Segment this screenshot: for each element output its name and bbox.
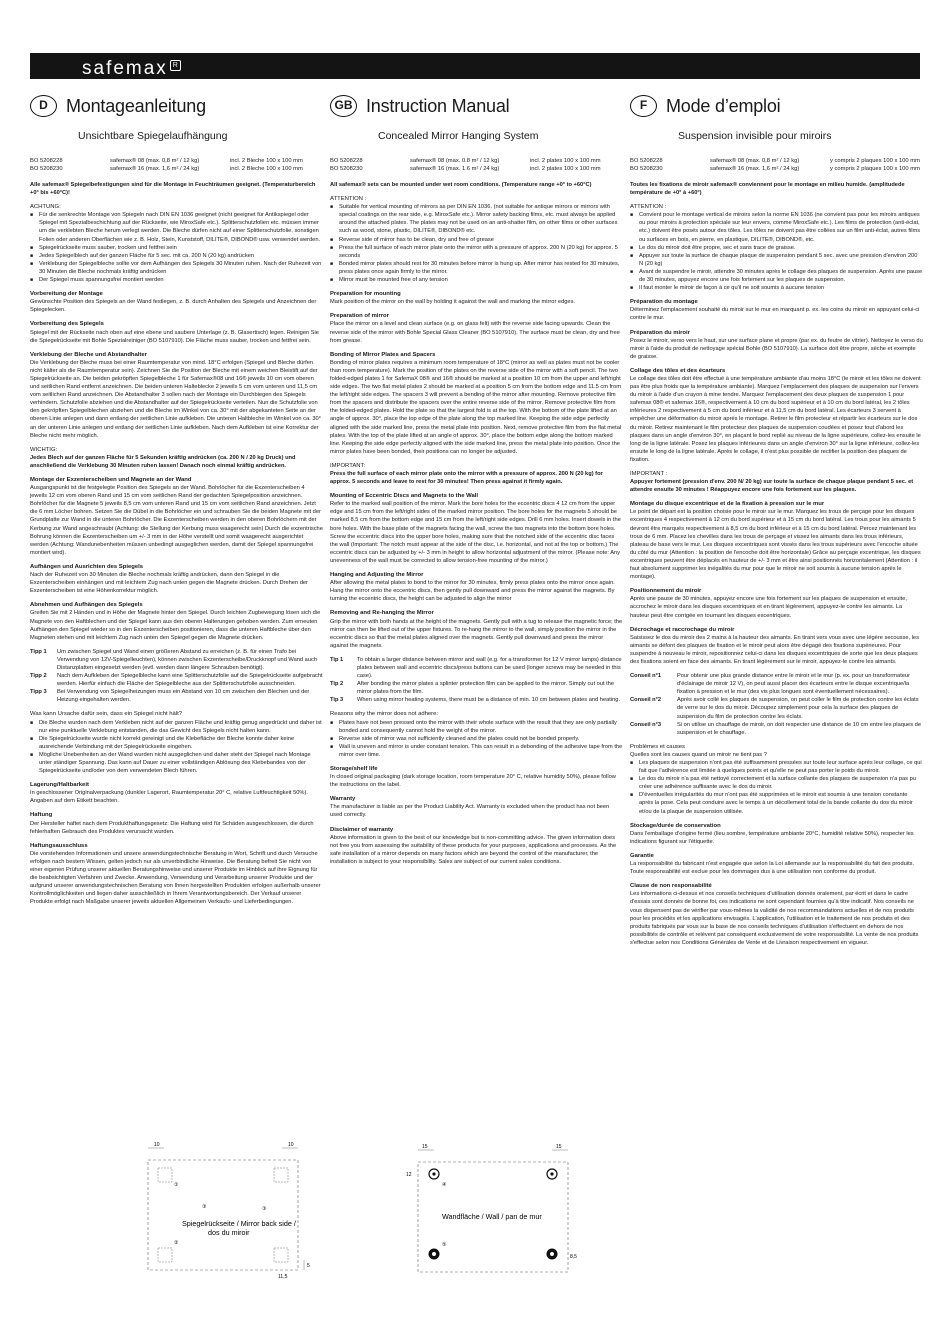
column-french <box>630 92 923 953</box>
section-text: Déterminez l'emplacement souhaité du miroir sur le mur en marquant p. ex. les coins du miroir en appuyant celui-ci contre le mur. <box>630 307 920 322</box>
product-table <box>30 157 323 173</box>
list-item: ■ Il faut monter le miroir de façon à ce qu'il ne soit soumis à aucune tension <box>630 284 923 292</box>
section-text: Mark position of the mirror on the wall by holding it against the wall and marking the mirror edges. <box>330 299 575 306</box>
section-heading: Mounting of Eccentric Discs and Magnets to the Wall <box>330 493 479 500</box>
column-german <box>30 92 323 913</box>
attention-heading: ATTENTION : <box>330 196 367 203</box>
callout-3b: ③ <box>262 1206 267 1212</box>
section-heading: Haftung <box>30 812 53 819</box>
section-heading: Décrochage et raccrochage du miroir <box>630 626 735 633</box>
list-item: ■ Wall is uneven and mirror is under constant tension. This can result in a debonding of the adhesive tape from the mirror over time. <box>330 743 623 759</box>
section-heading: Collage des tôles et des écarteurs <box>630 367 726 374</box>
page-subtitle: Suspension invisible pour miroirs <box>678 130 832 142</box>
attention-heading: ATTENTION : <box>630 204 667 211</box>
attention-heading: ACHTUNG: <box>30 204 61 211</box>
tip-text: Um zwischen Spiegel und Wand einen größeren Abstand zu erreichen (z. B. für einen Trafo bei Verwendung von 12V-Spiegelleuchten), können zwischen Exzenterscheibe/Druckknopf und Wand auch Distanzplatten eingesetzt werden (evtl. werden dann längere Schrauben benötigt). <box>57 648 317 671</box>
section-text: Grip the mirror with both hands at the height of the magnets. Gently pull with a tug to release the magnetic force; the mirror can then be lifted out of the upper fixtures. To re-hang the mirror to the wall, simply position the mirror in the eccentric discs so that the metal plates aligned over the magnets. Gently pull downward and press the mirror against the magnets. <box>330 618 623 649</box>
product-cell: incl. 2 Bleche 100 x 100 mm <box>230 158 303 164</box>
page-title: Mode d’emploi <box>666 95 781 116</box>
list-item: ■ Der Spiegel muss spannungsfrei montiert werden <box>30 276 323 284</box>
tip-text: Bei Verwendung von Spiegelheizungen muss ein Abstand von 10 cm zwischen den Blechen und der Heizung eingehalten werden. <box>57 689 310 704</box>
tip-label: Tipp 1 <box>30 648 47 655</box>
mirror-back-diagram <box>140 1140 340 1280</box>
list-item: ■ Avant de suspendre le miroir, attendre 30 minutes après le collage des plaques de suspension. Après une pause de 30 minutes, appuyez encore une fois fortement sur les plaques de suspension. <box>630 268 923 284</box>
plate-bottom-right <box>274 1248 288 1262</box>
registered-mark-icon: R <box>170 60 181 71</box>
product-cell: safemax® 16 (max. 1,6 m² / 24 kg) <box>110 166 200 172</box>
language-badge: D <box>30 95 57 117</box>
section-heading: Montage du disque excentrique et de la fixation à pression sur le mur <box>630 501 825 508</box>
section-heading: Removing and Re-hanging the Mirror <box>330 610 434 617</box>
product-cell: safemax® 16 (max. 1.6 m² / 24 kg) <box>410 166 500 172</box>
callout-4: ④ <box>442 1182 447 1188</box>
product-cell: y compris 2 plaques 100 x 100 mm <box>830 158 920 164</box>
tips-list <box>330 656 623 705</box>
tip-item <box>330 680 623 696</box>
product-table <box>630 157 923 173</box>
tip-text: Si on utilise un chauffage de miroir, on doit respecter une distance de 10 cm entre les plaques de suspension et le chauffage. <box>677 721 921 736</box>
tip-text: When using mirror heating systems, there must be a distance of min. 10 cm between plates and heating. <box>357 697 621 704</box>
tip-label: Tip 1 <box>330 656 344 663</box>
section-text: After allowing the metal plates to bond to the mirror for 30 minutes, firmly press plates onto the mirror once again. Hang the mirror onto the eccentric discs, then gently pull downward and press the mirror against the magnets. By turning the eccentric discs, the height can be adjusted to align the mirror <box>330 580 615 603</box>
page-title: Montageanleitung <box>66 95 206 116</box>
section-text: Place the mirror on a level and clean surface (e.g. on glass felt) with the reverse side facing upwards. Clean the reverse side of the mirror with Bohle Special Glass Cleaner (BO 5107910). The surface must be clean, dry and free from grease. <box>330 321 620 344</box>
problems-heading: Reasons why the mirror does not adhere: <box>330 711 439 718</box>
plate-top-left <box>158 1168 172 1182</box>
section-heading: Disclaimer of warranty <box>330 826 394 833</box>
important-heading: WICHTIG: <box>30 446 58 453</box>
section-heading: Preparation of mirror <box>330 313 389 320</box>
section-text: Die vorstehenden Informationen und unsere anwendungstechnische Beratung in Wort, Schrift und durch Versuche erfolgen nach bestem Wissen, gelten jedoch nur als unverbindliche Hinweise. Die Beratung befreit Sie nicht von einer eigenen Prüfung unserer aktuellen Beratungshinweise und unserer Produkte im Hinblick auf ihre Eignung für die beabsichtigten Verfahren und Zwecke. Anwendung, Verwendung und Verarbeitung unserer Produkte und der aufgrund unserer anwendungstechnischen Beratung von Ihnen hergestellten Produkten erfolgen außerhalb unserer Kontrollmöglichkeiten und liegen daher ausschließlich in Ihrem Verantwortungsbereich. Der Verkauf unserer Produkte erfolgt nach Maßgabe unserer jeweils aktuellen Allgemeinen Verkaufs- und Lieferbedingungen. <box>30 850 321 906</box>
section-header <box>630 92 923 120</box>
important-text: Press the full surface of each mirror plate onto the mirror with a pressure of approx. 200 N (20 kg) for approx. 5 seconds and leave to rest for 30 minutes! Then press against it firmly again. <box>330 471 603 486</box>
tips-list <box>630 672 923 737</box>
section-heading: Verklebung der Bleche und Abstandhalter <box>30 351 147 358</box>
section-text: Ausgangspunkt ist die festgelegte Position des Spiegels an der Wand. Bohrlöcher für die Exzenterscheiben 4 jeweils 12 cm vom oberen Rand und 15 cm vom seitlichen Rand der gedachten Spiegelposition anzeichnen. Bohrlöcher für die Magnete 5 jeweils 8,5 cm vom unteren Rand und 15 cm vom seitlichen Rand anzeichnen. Jetzt die 6 mm Löcher bohren. Setzen Sie die Dübel in die Bohrlöcher ein und schrauben Sie die beiden Magnete mit der Grundplatte zur Wand in die unteren Bohrlöcher. Die Exzenterscheiben werden in den oberen Bohrlöchern mit der Kerbung zur Wand angeschraubt (Achtung: die Stellung der Kerbung muss waagerecht sein) Durch die exzentrische Bohrung können die Exzenterscheiben um +/- 3 mm in der Höhe verstellt und somit waagerecht ausgerichtet werden (Achtung: Wandunebenheiten müssen unbedingt ausgeglichen werden, damit der Spiegel spannungsfrei montiert wird). <box>30 485 323 556</box>
section-text: La responsabilité du fabricant n'est engagée que selon la Loi allemande sur la responsabilité du fait des produits. Toute responsabilité est exclue pour les dommages dus à une utilisation non conforme du produit. <box>630 861 915 876</box>
list-item: ■ Le dos du miroir doit être propre, sec et sans trace de graisse. <box>630 244 923 252</box>
product-cell: incl. 2 plates 100 x 100 mm <box>530 158 601 164</box>
product-cell: safemax® 08 (max. 0.8 m² / 12 kg) <box>410 158 500 164</box>
tip-label: Conseil n°3 <box>630 721 662 728</box>
product-cell: safemax® 16 (max. 1,6 m² / 24 kg) <box>710 166 800 172</box>
product-cell: BO 5208228 <box>630 158 663 164</box>
section-heading: Vorbereitung des Spiegels <box>30 321 104 328</box>
section-heading: Préparation du montage <box>630 299 698 306</box>
dim-bottom-side: 11,5 <box>278 1274 288 1280</box>
important-heading: IMPORTANT: <box>330 462 366 469</box>
tip-label: Conseil n°1 <box>630 673 662 680</box>
important-heading: IMPORTANT : <box>630 471 668 477</box>
section-heading: Aufhängen und Ausrichten des Spiegels <box>30 563 144 570</box>
section-heading: Storage/shelf life <box>330 766 378 772</box>
mirror-outline <box>148 1160 298 1270</box>
list-item: ■ Les plaques de suspension n'ont pas été suffisamment pressées sur toute leur surface après leur collage, ce qui fait que l'adhérence est limitée à quelques points et qu'elle ne peut pas porter le poids du miroir. <box>630 759 923 775</box>
list-item: ■ D'éventuelles irrégularités du mur n'ont pas été supprimées et le miroir est soumis à une tension constante après la pose. Cela peut conduire avec le temps à un décollement total de la bande collante du dos du miroir et/ou de la plaque de suspension utilisée. <box>630 791 923 815</box>
page-subtitle: Unsichtbare Spiegelaufhängung <box>78 130 228 142</box>
column-english <box>330 92 623 872</box>
callout-2: ② <box>174 1240 179 1246</box>
instructions-body <box>630 181 923 947</box>
tip-item <box>30 672 323 688</box>
list-item: ■ Mirror must be mounted free of any tension <box>330 276 623 284</box>
section-text: In geschlossener Originalverpackung (dunkler Lagerort, Raumtemperatur 20° C, relative Luftfeuchtigkeit 50%). Angaben auf dem Etikett beachten. <box>30 790 308 805</box>
section-heading: Lagerung/Haltbarkeit <box>30 782 89 789</box>
instructions-body <box>330 181 623 866</box>
list-item: ■ Mögliche Unebenheiten an der Wand wurden nicht ausgeglichen und daher steht der Spiegel nach Montage unter ständiger Spannung. Das kann auf Dauer zu einer vollständigen Ablösung des Klebebandes von der Spiegelrückseite und/oder von dem verwendeten Blech führen. <box>30 751 323 775</box>
language-badge: GB <box>330 95 357 117</box>
tip-text: To obtain a larger distance between mirror and wall (e.g. for a transformer for 12 V mirror lamps) distance plates between wall and eccentric discs/press buttons can be used (longer screws may be needed in this case). <box>357 656 622 680</box>
wall-diagram <box>398 1140 588 1300</box>
tip-item <box>330 696 623 704</box>
important-text: Jedes Blech auf der ganzen Fläche für 5 Sekunden kräftig andrücken (ca. 200 N / 20 kg Druck) und anschließend die Verklebung 30 Minuten ruhen lassen! Danach noch einmal kräftig andrücken. <box>30 454 296 469</box>
section-heading: Garantie <box>630 852 654 859</box>
tip-label: Tip 3 <box>330 697 344 704</box>
section-text: Après une pause de 30 minutes, appuyez encore une fois fortement sur les plaques de suspension et ensuite, accrochez le miroir dans les disques excentriques et en tirant légèrement, appuyez-le contre les aimants. La hauteur peut être corrigée en tournant les disques excentriques. <box>630 596 907 619</box>
section-text: The manufacturer is liable as per the Product Liability Act. Warranty is excluded when the product has not been used correctly. <box>330 804 610 819</box>
section-text: Der Hersteller haftet nach dem Produkthaftungsgesetz: Die Haftung wird für Schäden ausgeschlossen, die durch fehlerhaften Gebrauch des Produktes verursacht wurden. <box>30 820 314 835</box>
section-text: Saisissez le dos du miroir des 2 mains à la hauteur des aimants. En tirant vers vous avec une légère secousse, les aimants se défont des plaques de fixation et le miroir peut alors être dégagé des fixations supérieures. Pour suspendre à nouveau le miroir, repositionnez celui-ci dans les disques excentriques de sorte que les deux plaques des fixations soient en face des aimants. En tirant légèrement sur le miroir, appuyez-le contre les aimants. <box>630 634 919 665</box>
product-table <box>330 157 623 173</box>
tips-list <box>30 648 323 705</box>
wall-dim-right: 15 <box>556 1144 562 1150</box>
section-heading: Haftungsausschluss <box>30 842 88 849</box>
section-heading: Clause de non responsabilité <box>630 883 712 890</box>
page-subtitle: Concealed Mirror Hanging System <box>378 130 539 142</box>
section-text: Posez le miroir, verso vers le haut, sur une surface plane et propre (par ex. du feutre de vitrier). Nettoyez le verso du miroir à l'aide du produit de nettoyage spécial Bohle (BO 5107910). La surface doit être propre, sèche et exempte de graisse. <box>630 337 923 360</box>
product-cell: BO 5208228 <box>330 158 363 164</box>
list-item: ■ Press the full surface of each mirror plate onto the mirror with a pressure of approx. 200 N (20 kg) for approx. 5 seconds <box>330 244 623 260</box>
tip-text: After bonding the mirror plates a splinter protection film can be applied to the mirror. Simply cut out the mirror plates from the film. <box>357 681 615 696</box>
instructions-body <box>30 181 323 907</box>
product-cell: y compris 2 plaques 100 x 100 mm <box>830 166 920 172</box>
section-heading: Montage der Exzenterscheiben und Magnete an der Wand <box>30 477 192 483</box>
tip-text: Pour obtenir une plus grande distance entre le miroir et le mur (p. ex. pour un transformateur d'éclairage de miroir 12 V), on peut aussi placer des écarteurs entre le disque excentrique/la fixation à pression et le mur (des vis plus longues sont éventuellement nécessaires). <box>677 673 910 696</box>
tip-label: Conseil n°2 <box>630 697 662 704</box>
tip-item <box>630 696 923 720</box>
section-text: In closed original packaging (dark storage location, room temperature 20° C, relative humidity 50%), please follow the instructions on the label. <box>330 774 616 789</box>
problems-heading: Was kann Ursache dafür sein, dass ein Spiegel nicht hält? <box>30 711 183 718</box>
plate-top-right <box>274 1168 288 1182</box>
section-text: Le collage des tôles doit être effectué à une température ambiante d'au moins 18°C (le miroir et les tôles ne doivent pas être plus froids que la température ambiante). Marquez l'emplacement des plaques de suspension sur l'envers du miroir à l'aide d'un crayon à mine tendre. Marquez l'emplacement des deux plaques de suspension 1 pour safemax 08® et safemax 16®, respectivement à 10 cm du bord supérieur et à 10 cm du bord latéral, les 2 tôles inférieures 2 respectivement à 5 cm du bord inférieur et à 11,5 cm du bord latéral. Les écarteurs 3 servent à empêcher une déformation du miroir après le montage. Retirer le film protecteur et répartir les écarteurs sur le dos du miroir. Retirez maintenant le film protecteur des plaques de suspension coudées et posez tout d'abord les plaques dans un angle d'environ 30°, en plaçant le bord replié au niveau de la ligne supérieure, collez-les ensuite le long de la ligne latérale. Posez les plaques inférieures dans un angle d'environ 30° sur la ligne inférieure, collez-les ensuite le long de la ligne latérale. Après le collage, il n'est plus possible de rectifier la position des plaques de fixation. <box>630 375 921 463</box>
product-cell: BO 5208230 <box>630 166 663 172</box>
callout-1: ① <box>174 1182 179 1188</box>
list-item: ■ Verklebung der Spiegelbleche sollte vor dem Aufhängen des Spiegels 30 Minuten ruhen. Nach der Ruhezeit von 30 Minuten die Bleche nochmals kräftig andrücken <box>30 260 323 276</box>
tip-label: Tipp 3 <box>30 689 47 696</box>
plate-bottom-left <box>158 1248 172 1262</box>
section-text: Refer to the marked wall position of the mirror. Mark the bore holes for the eccentric discs 4 12 cm from the upper edge and 15 cm from the left/right sides of the marked mirror position. The bore holes for the magnets 5 should be marked 8.5 cm from the bottom edge and 15 cm from the left/right side edges. Drill 6 mm holes. Insert dowels in the bore holes. With the base plate of the magnets facing the wall, screw the two magnets into the bottom bore holes. Screw the eccentric discs into the upper bore holes, making sure that the notched side of the eccentric disc faces the wall (Important: The notch must appear at the side of the disc, i.e. horizontal, and not at the top or bottom.) The eccentric discs can be adjusted by +/- 3 mm in height to allow horizontal adjustment of the mirror. (Please note: Any unevenness of the wall must be corrected to allow tension-free mounting of the mirror.) <box>330 501 621 564</box>
tip-label: Tipp 2 <box>30 673 47 680</box>
tip-text: Nach dem Aufkleben der Spiegelbleche kann eine Splitterschutzfolie auf die Spiegelrückseite aufgebracht werden. Hierfür einfach die Fläche der Spiegelbleche aus der Splitterschutzfolie ausschneiden. <box>57 673 323 688</box>
product-cell: BO 5208230 <box>30 166 63 172</box>
tip-item <box>630 672 923 696</box>
wall-dim-top: 12 <box>406 1172 412 1178</box>
section-text: Bonding of mirror plates requires a minimum room temperature of 18°C (mirror as well as plates must not be cooler than room temperature). Mark the position of the plates on the reverse side of the mirror with a soft pencil. The two folded-edged plates 1 for SafemaX 08® and 16® should be marked at a position 10 cm from the upper and left/right side edges. The two flat metal plates 2 should be marked at a position 5 cm from the bottom edge and 11.5 cm from the left/right side edges. The spacers 3 will prevent a bending of the mirror after mounting. Remove protective film from the spacers and distribute the spacers over the entire reverse side of the mirror. Remove protective film from the folded-edged plates. Hold the plate so that the largest fold is at the top. With the bottom of the plate lifted at an angle of approx. 30°, place the top edge of the plate along the top marked line. Keeping the side edge perfectly aligned with the side marked line, press the metal plate into position. Next, remove protective film from the flat metal plates. With the top of the plate lifted at an angle of approx. 30°, place the bottom edge along the bottom marked line. Keeping the side edge perfectly aligned with the side marked line, press the metal plate into position. Once the mirror plates have been bonded, their positions can no longer be adjusted. <box>330 359 622 455</box>
list-item: ■ Die Bleche wurden nach dem Verkleben nicht auf der ganzen Fläche und kräftig genug angedrückt und daher ist nur eine punktuelle Verklebung entstanden, die das Gewicht des Spiegels nicht halten kann. <box>30 719 323 735</box>
list-item: ■ Für die senkrechte Montage von Spiegeln nach DIN EN 1036 geeignet (nicht geeignet für Antikspiegel oder Spiegel mit Spezialbeschichtung auf der Rückseite, wie MiroxSafe etc.). Splitterschutzfolien etc. müssen immer um die verklebten Bleche herum verlegt werden. Die Bleche dürfen nicht auf einer Splitterschutzfolie, sonstigen Folien oder anderen Oberflächen wie z. B. Holz, Stein, Kunststoff, DILITE®, DIBOND® usw. verwendet werden. <box>30 211 323 243</box>
problems-list <box>630 759 923 816</box>
section-text: Spiegel mit der Rückseite nach oben auf eine ebene und saubere Unterlage (z. B. Glasertisch) legen. Reinigen Sie die Spiegelrückseite mit Bohle Spezialreiniger (BO 5107910). Die Fläche muss sauber, trocken und fettfrei sein. <box>30 329 319 344</box>
list-item: ■ Le dos du miroir n'a pas été nettoyé correctement et la surface collante des plaques de suspension n'a pas pu créer une adhérence suffisante avec le dos du miroir. <box>630 775 923 791</box>
section-text: Nach der Ruhezeit von 30 Minuten die Bleche nochmals kräftig andrücken, dann den Spiegel in die Exzenterscheiben einhängen und mit leichtem Zug nach unten gegen die Magnete drücken. Durch Drehen der Exzenterscheiben ist eine Höhenkorrektur möglich. <box>30 572 308 595</box>
section-heading: Bonding of Mirror Plates and Spacers <box>330 351 436 358</box>
section-heading: Stockage/durée de conservation <box>630 822 721 829</box>
callout-3a: ③ <box>202 1204 207 1210</box>
section-heading: Warranty <box>330 796 356 803</box>
intro-text: All safemax® sets can be mounted under wet room conditions. (Temperature range +0° to +60°C) <box>330 182 592 188</box>
list-item: ■ Die Spiegelrückseite wurde nicht korrekt gereinigt und die Klebefläche der Bleche konnte daher keine ausreichende Verbindung mit der Spiegelrückseite eingehen. <box>30 735 323 751</box>
problems-subheading: Quelles sont les causes quand un miroir ne tient pas ? <box>630 751 767 758</box>
product-cell: safemax® 08 (max. 0,8 m² / 12 kg) <box>710 158 800 164</box>
section-text: Dans l'emballage d'origine fermé (lieu sombre, température ambiante 20°C, humidité relative 50%), respecter les indications figurant sur l'étiquette. <box>630 830 914 845</box>
tip-label: Tip 2 <box>330 681 344 688</box>
mirror-label-line1: Spiegelrückseite / Mirror back side / <box>182 1219 296 1228</box>
attention-list <box>630 211 923 292</box>
page-title: Instruction Manual <box>366 95 510 116</box>
section-text: Les informations ci-dessus et nos conseils techniques d'utilisation donnés oralement, par écrit et dans le cadre d'essais sont donnés de bonne foi, ces indications ne sont cependant fournies qu'à titre indicatif. Nos conseils ne vous dispensent pas de vérifier par vous-mêmes la validité de nos recommandations actuelles et de nos produits pour les procédés et les applications envisagés. L'application, l'utilisation et le traitement de nos produits et des produits fabriqués par vous sur la base de nos conseils techniques d'utilisation s'effectuent en dehors de nos possibilités de contrôle et relèvent par conséquent exclusivement de votre responsabilité. La vente de nos produits s'effectue selon nos Conditions Générales de Vente et de Livraison respectivement en vigueur. <box>630 891 919 946</box>
dim-top-left: 10 <box>154 1142 160 1148</box>
language-badge: F <box>630 95 657 117</box>
dim-top-right: 10 <box>288 1142 294 1148</box>
section-text: Die Verklebung der Bleche muss bei einer Raumtemperatur von mind. 18°C erfolgen (Spiegel und Bleche dürfen nicht kälter als die Raumtemperatur sein). Zeichnen Sie die Position der Bleche mit einem weichen Bleistift auf der Spiegelrückseite an. Die beiden gekröpften Spiegelbleche 1 für Safemax®08 und 16® jeweils 10 cm vom oberen und seitlichen Rand entfernt anzeichnen. Die beiden unteren Halteblecke 2 jeweils 5 cm vom unteren und 11,5 cm vom seitlichen Rand anzeichnen. Die Abstandhalter 3 sollen nach der Montage ein Durchbiegen des Spiegels verhindern. Schutzfolie abziehen und die Abstandhalter auf der Spiegelrückseite verteilen. Nun die Schutzfolie von den gekröpften Spiegelblechen abziehen und die Bleche im Winkel von ca. 30° mit der abgekanteten Seite an der oberen Linie anlegen und dann entlang der seitlichen Linie aufkleben. Die unteren Haltbleche im Winkel von ca. 30° an der unteren Linie anlegen und entlang der seitlichen Linie aufkleben. Nach dem Aufkleben ist eine Korrektur der Bleche nicht mehr möglich. <box>30 359 321 439</box>
section-text: Gewünschte Position des Spiegels an der Wand festlegen, z. B. durch Anhalten des Spiegels und Anzeichnen der Spiegelecken. <box>30 299 317 314</box>
list-item: ■ Convient pour le montage vertical de miroirs selon la norme EN 1036 (ne convient pas pour les miroirs antiques ou pour miroirs à protection spéciale sur leur envers, comme MiroxSafe etc.). Les films de protection (anti-éclat, etc.) doivent être posés autour des tôles. Les tôles ne doivent pas être collées sur un film anti-éclat, autres films ou surfaces en bois, en pierre, en plastique, DILITE®, DIBOND®, etc. <box>630 211 923 243</box>
tip-item <box>330 656 623 680</box>
section-heading: Préparation du miroir <box>630 329 690 336</box>
mirror-label-line2: dos du miroir <box>208 1228 250 1237</box>
dim-bottom: 5 <box>307 1263 310 1269</box>
section-heading: Vorbereitung der Montage <box>30 291 103 298</box>
list-item: ■ Reverse side of mirror has to be clean, dry and free of grease <box>330 236 623 244</box>
attention-list <box>30 211 323 284</box>
section-text: Greifen Sie mit 2 Händen und in Höhe der Magnete hinter den Spiegel. Durch leichten Zugbewegung lösen sich die Magnete von den Haftblechen und der Spiegel kann aus den oberen Halterungen gehoben werden. Zum erneuten Aufhängen den Spiegel wieder so in den Exzenterscheiben positionieren, dass die unteren Haftbleche über den Magneten stehen und mit leichtem Zug nach unten den Spiegel gegen die Magnete drücken. <box>30 610 321 641</box>
list-item: ■ Spiegelrückseite muss sauber, trocken und fettfrei sein <box>30 244 323 252</box>
problems-heading: Problèmes et causes <box>630 743 686 750</box>
intro-text: Alle safemax® Spiegelbefestigungen sind für die Montage in Feuchträumen geeignet. (Temperaturbereich +0° bis +60°C)! <box>30 182 316 197</box>
section-text: Above information is given to the best of our knowledge but is non-committing advice. The given information does not free you from assessing the suitability of these products for your purposes, applications and processes. As the safe installation of a mirror depends on many factors which are beyond the control of the manufacturer, the installation is subject to your responsibility. Sales are subject of our current sales conditions. <box>330 834 617 865</box>
section-text: Le point de départ est la position choisie pour le miroir sur le mur. Marquez les trous de perçage pour les disques excentriques 4 respectivement à 12 cm du bord supérieur et à 15 cm du bord latéral. Les trous pour les aimants 5 devront être marqués respectivement à 8,5 cm du bord inférieur et à 15 cm du bord latéral. Percez maintenant les trous de 6 mm. Placez les chevilles dans les trous de perçage et vissez les aimants dans les trous inférieurs, plateau de base vers le mur. Les disques excentriques sont vissés dans les trous supérieurs avec l'encoche située du côté du mur (Attention : la position de l'encoche doit être horizontale) Grâce au perçage excentrique, les disques excentriques peuvent être déplacés en hauteur de +/- 3 mm et être ainsi positionnés horizontalement (Attention : il faut absolument supprimer les inégalités du mur pour que le miroir ne soit soumis à aucune tension après le montage). <box>630 509 921 581</box>
list-item: ■ Bonded mirror plates should rest for 30 minutes before mirror is hung up. After mirror has rested for 30 minutes, press plates once again firmly to the mirror. <box>330 260 623 276</box>
product-cell: incl. 2 Bleche 100 x 100 mm <box>230 166 303 172</box>
important-text: Appuyer fortement (pression d'env. 200 N/ 20 kg) sur toute la surface de chaque plaque pendant 5 sec. et attendre ensuite 30 minutes ! Réappuyez encore une fois fortement sur les plaques. <box>630 479 914 494</box>
wall-dim-left: 15 <box>422 1144 428 1150</box>
tip-item <box>30 648 323 672</box>
list-item: ■ Reverse side of mirror was not sufficiently cleaned and the plates could not be bonded properly. <box>330 735 623 743</box>
problems-list <box>330 719 623 759</box>
product-cell: safemax® 08 (max. 0,8 m² / 12 kg) <box>110 158 200 164</box>
section-heading: Abnehmen und Aufhängen des Spiegels <box>30 602 143 609</box>
section-heading: Positionnement du miroir <box>630 588 702 595</box>
list-item: ■ Jedes Spiegelblech auf der ganzen Fläche für 5 sec. mit ca. 200 N (20 kg) andrücken <box>30 252 323 260</box>
section-header <box>30 92 323 120</box>
wall-label: Wandfläche / Wall / pan de mur <box>442 1212 542 1221</box>
list-item: ■ Appuyer sur toute la surface de chaque plaque de suspension pendant 5 sec. avec une pression d'environ 200 N (20 kg) <box>630 252 923 268</box>
brand-logo <box>82 58 181 80</box>
product-cell: BO 5208230 <box>330 166 363 172</box>
list-item: ■ Plates have not been pressed onto the mirror with their whole surface with the result that they are only partially bonded and consequently cannot hold the weight of the mirror. <box>330 719 623 735</box>
problems-list <box>30 719 323 776</box>
list-item: ■ Suitable for vertical mounting of mirrors as per DIN EN 1036. (not suitable for antique mirrors or mirrors with special coatings on the rear side, e.g. MiroxSafe etc.). Mirror safety backing films, etc. must always be applied around the attached plates. The plates may not be used on an anti-shatter film, on other films or other surfaces such as wood, stone, plastic, DILITE®, DIBOND® etc. <box>330 203 623 235</box>
section-heading: Hanging and Adjusting the Mirror <box>330 572 424 579</box>
attention-list <box>330 203 623 284</box>
callout-5: ⑤ <box>442 1242 447 1248</box>
section-heading: Preparation for mounting <box>330 291 401 298</box>
tip-text: Après avoir collé les plaques de suspension, on peut coller le film de protection contre les éclats de verre sur le dos du miroir. Découpez simplement pour cela la surface des plaques de suspension du film de protection contre les éclats. <box>677 697 919 720</box>
tip-item <box>30 688 323 704</box>
intro-text: Toutes les fixations de miroir safemax® conviennent pour le montage en milieu humide. (amplitudede température de +0° à +60°) <box>630 182 905 197</box>
brand-name: safemax <box>82 58 168 79</box>
section-header <box>330 92 623 120</box>
product-cell: incl. 2 plates 100 x 100 mm <box>530 166 601 172</box>
wall-dim-bottom: 8,5 <box>570 1254 577 1260</box>
tip-item <box>630 721 923 737</box>
product-cell: BO 5208228 <box>30 158 63 164</box>
